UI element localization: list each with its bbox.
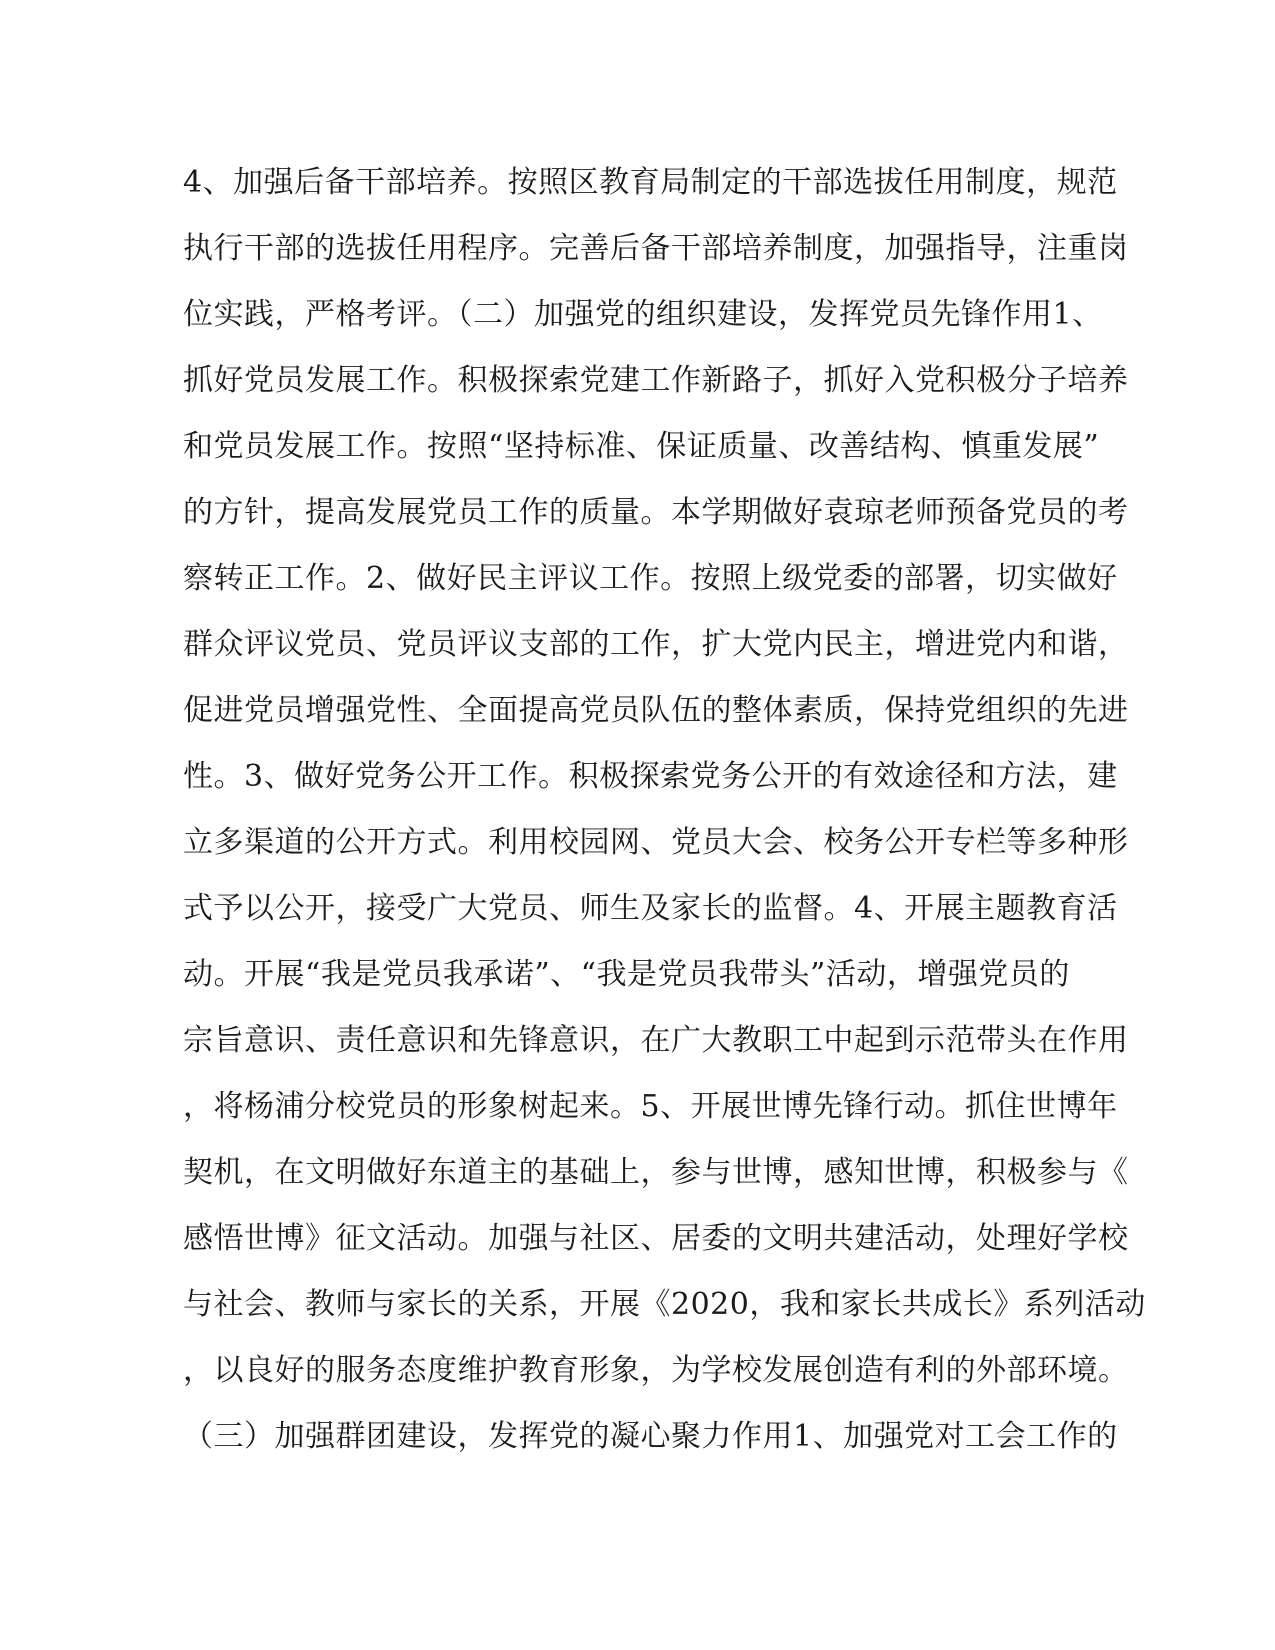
text-line: 位实践，严格考评。（二）加强党的组织建设，发挥党员先锋作用1、 [183, 297, 1103, 332]
text-line: 群众评议党员、党员评议支部的工作，扩大党内民主，增进党内和谐， [183, 627, 1129, 662]
text-line: 执行干部的选拔任用程序。完善后备干部培养制度，加强指导，注重岗 [183, 231, 1129, 266]
text-line: （三）加强群团建设，发挥党的凝心聚力作用1、加强党对工会工作的 [183, 1419, 1118, 1454]
text-line: 宗旨意识、责任意识和先锋意识，在广大教职工中起到示范带头在作用 [183, 1023, 1129, 1058]
text-line: 和党员发展工作。按照“坚持标准、保证质量、改善结构、慎重发展” [183, 429, 1100, 464]
text-line: 感悟世博》征文活动。加强与社区、居委的文明共建活动，处理好学校 [183, 1221, 1129, 1256]
text-line: 抓好党员发展工作。积极探索党建工作新路子，抓好入党积极分子培养 [183, 363, 1129, 398]
text-line: 4、加强后备干部培养。按照区教育局制定的干部选拔任用制度，规范 [183, 165, 1118, 200]
text-line: ，以良好的服务态度维护教育形象，为学校发展创造有利的外部环境。 [183, 1353, 1129, 1388]
text-line: 的方针，提高发展党员工作的质量。本学期做好袁琼老师预备党员的考 [183, 495, 1129, 530]
text-line: 立多渠道的公开方式。利用校园网、党员大会、校务公开专栏等多种形 [183, 825, 1129, 860]
text-line: 契机，在文明做好东道主的基础上，参与世博，感知世博，积极参与《 [183, 1155, 1129, 1190]
text-line: 式予以公开，接受广大党员、师生及家长的监督。4、开展主题教育活 [183, 891, 1118, 926]
text-line: 性。3、做好党务公开工作。积极探索党务公开的有效途径和方法，建 [183, 759, 1118, 794]
text-line: ，将杨浦分校党员的形象树起来。5、开展世博先锋行动。抓住世博年 [183, 1089, 1118, 1124]
text-line: 动。开展“我是党员我承诺”、“我是党员我带头”活动，增强党员的 [183, 957, 1070, 992]
text-line: 察转正工作。2、做好民主评议工作。按照上级党委的部署，切实做好 [183, 561, 1118, 596]
body-text [183, 164, 1146, 1484]
text-line: 与社会、教师与家长的关系，开展《2020，我和家长共成长》系列活动 [183, 1287, 1146, 1322]
text-line: 促进党员增强党性、全面提高党员队伍的整体素质，保持党组织的先进 [183, 693, 1129, 728]
